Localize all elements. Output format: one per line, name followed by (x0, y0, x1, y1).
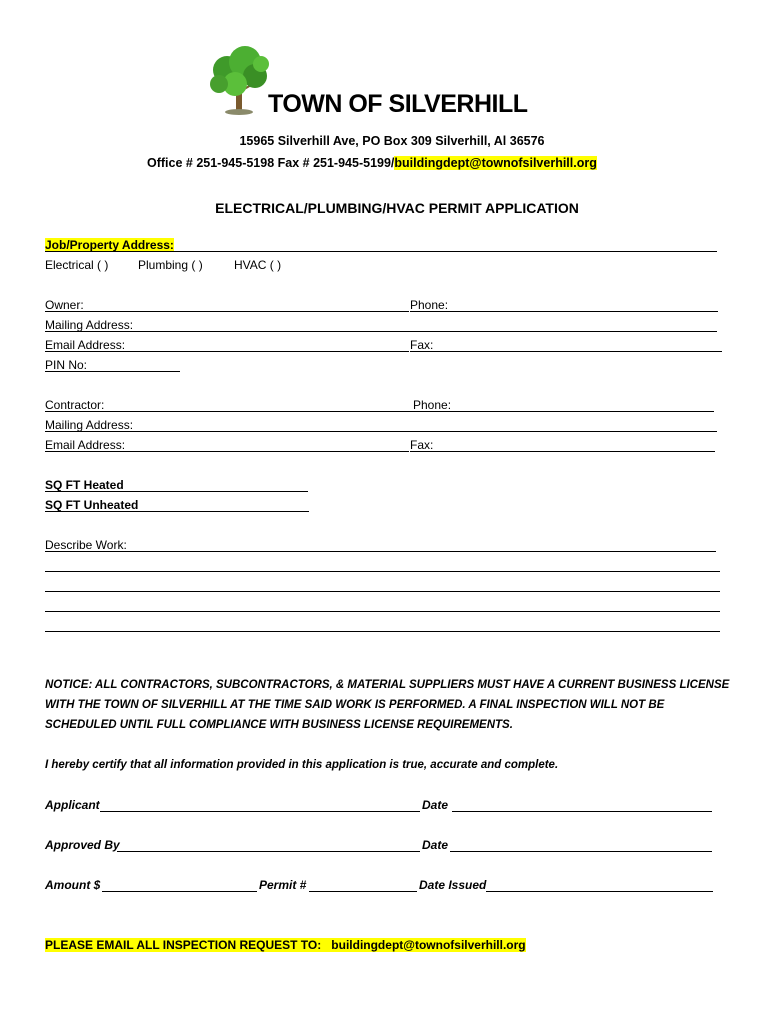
notice-line-2: WITH THE TOWN OF SILVERHILL AT THE TIME SAID WORK IS PERFORMED. A FINAL INSPECTION WILL NOT BE (45, 699, 665, 711)
job-address-label: Job/Property Address: (45, 238, 174, 252)
pin-label: PIN No: (45, 358, 88, 372)
describe-work-line-5[interactable] (45, 631, 720, 632)
sqft-unheated-label: SQ FT Unheated (45, 498, 139, 512)
contractor-mailing-field[interactable] (45, 431, 717, 432)
applicant-date-label: Date (422, 798, 449, 812)
owner-mailing-field[interactable] (45, 331, 717, 332)
describe-work-line-3[interactable] (45, 591, 720, 592)
contractor-field[interactable] (45, 411, 413, 412)
describe-work-line-4[interactable] (45, 611, 720, 612)
form-title: ELECTRICAL/PLUMBING/HVAC PERMIT APPLICATION (215, 200, 579, 216)
permit-number-label: Permit # (259, 878, 307, 892)
contractor-label: Contractor: (45, 398, 105, 412)
date-issued-field[interactable] (486, 891, 713, 892)
amount-field[interactable] (102, 891, 257, 892)
owner-fax-label: Fax: (410, 338, 434, 352)
notice-line-1: NOTICE: ALL CONTRACTORS, SUBCONTRACTORS, & MATERIAL SUPPLIERS MUST HAVE A CURRENT BUSINESS LICENSE (45, 679, 730, 691)
describe-work-line-2[interactable] (45, 571, 720, 572)
owner-email-label: Email Address: (45, 338, 126, 352)
owner-fax-field[interactable] (410, 351, 722, 352)
sqft-unheated-field[interactable] (45, 511, 309, 512)
sqft-heated-field[interactable] (45, 491, 308, 492)
town-name: TOWN OF SILVERHILL (268, 90, 528, 118)
notice-line-3: SCHEDULED UNTIL FULL COMPLIANCE WITH BUSINESS LICENSE REQUIREMENTS. (45, 719, 513, 731)
footer-email-link[interactable]: buildingdept@townofsilverhill.org (331, 938, 526, 952)
contractor-phone-field[interactable] (413, 411, 714, 412)
tree-icon (205, 44, 275, 116)
owner-phone-label: Phone: (410, 298, 449, 312)
applicant-label: Applicant (45, 798, 100, 812)
town-address: 15965 Silverhill Ave, PO Box 309 Silverhill, Al 36576 (239, 134, 545, 148)
pin-field[interactable] (45, 371, 180, 372)
contact-line (147, 156, 597, 170)
describe-work-field[interactable] (45, 551, 716, 552)
applicant-field[interactable] (100, 811, 420, 812)
owner-mailing-label: Mailing Address: (45, 318, 134, 332)
sqft-heated-label: SQ FT Heated (45, 478, 124, 492)
contractor-fax-field[interactable] (410, 451, 715, 452)
approved-by-field[interactable] (117, 851, 420, 852)
owner-field[interactable] (45, 311, 409, 312)
inspection-request-label (45, 938, 526, 952)
contractor-email-label: Email Address: (45, 438, 126, 452)
approved-date-label: Date (422, 838, 449, 852)
hvac-checkbox[interactable]: HVAC ( ) (234, 258, 282, 272)
permit-number-field[interactable] (309, 891, 417, 892)
electrical-checkbox[interactable]: Electrical ( ) (45, 258, 109, 272)
plumbing-checkbox[interactable]: Plumbing ( ) (138, 258, 203, 272)
applicant-date-field[interactable] (452, 811, 712, 812)
office-fax-text: Office # 251-945-5198 Fax # 251-945-5199/ (147, 156, 395, 170)
job-address-field[interactable] (45, 251, 717, 252)
contractor-fax-label: Fax: (410, 438, 434, 452)
header-email-link[interactable]: buildingdept@townofsilverhill.org (394, 156, 597, 170)
inspection-request-text: PLEASE EMAIL ALL INSPECTION REQUEST TO: (45, 938, 322, 952)
contractor-email-field[interactable] (45, 451, 409, 452)
amount-label: Amount $ (45, 878, 101, 892)
tree-logo (205, 44, 275, 116)
approved-by-label: Approved By (45, 838, 120, 852)
owner-label: Owner: (45, 298, 84, 312)
date-issued-label: Date Issued (419, 878, 487, 892)
describe-work-label: Describe Work: (45, 538, 127, 552)
owner-email-field[interactable] (45, 351, 409, 352)
contractor-phone-label: Phone: (413, 398, 452, 412)
contractor-mailing-label: Mailing Address: (45, 418, 134, 432)
approved-date-field[interactable] (450, 851, 712, 852)
certify-statement: I hereby certify that all information provided in this application is true, accurate and complete. (45, 759, 559, 771)
owner-phone-field[interactable] (410, 311, 718, 312)
